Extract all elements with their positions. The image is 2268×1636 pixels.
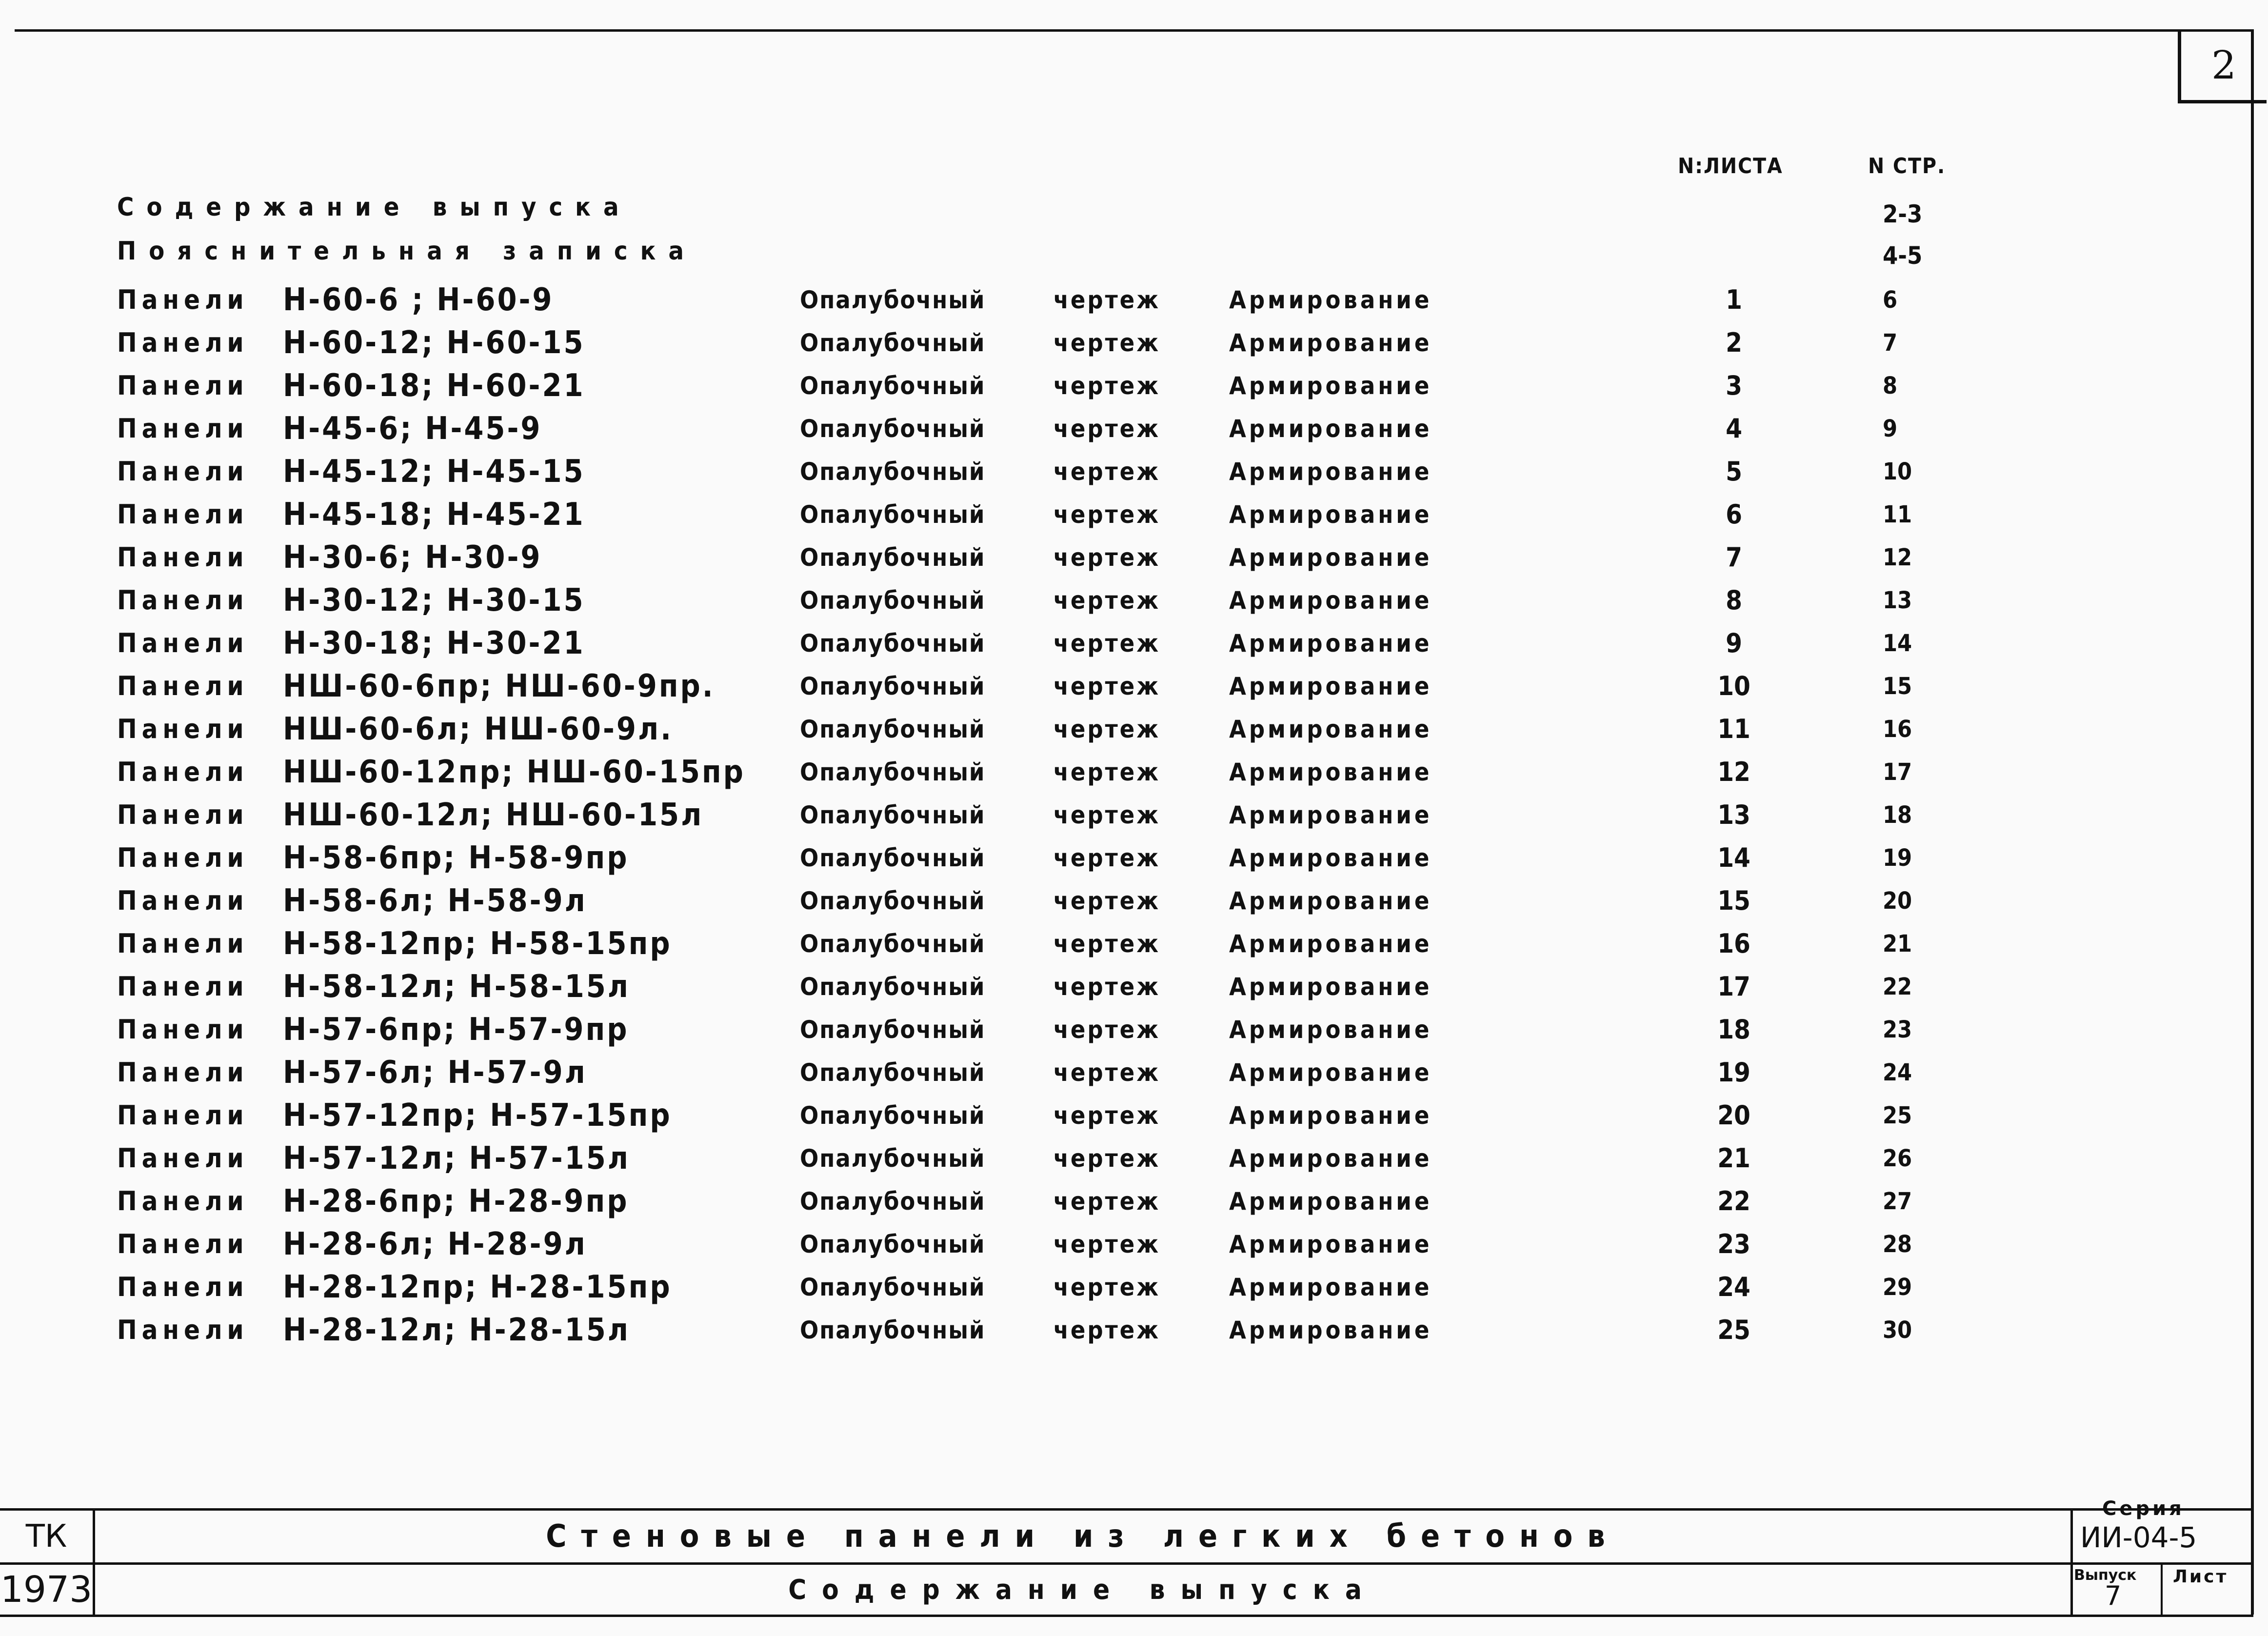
reinforcement-label: Армирование <box>1229 973 1432 1001</box>
drawing-word: чертеж <box>1054 930 1160 958</box>
drawing-type: Опалубочный <box>800 543 986 572</box>
series-title: Стеновые панели из легких бетонов <box>546 1518 1620 1555</box>
drawing-type: Опалубочный <box>800 844 986 872</box>
table-row <box>0 1139 2268 1178</box>
table-row <box>0 280 2268 319</box>
reinforcement-label: Армирование <box>1229 930 1432 958</box>
row-prefix: Панели <box>117 1100 249 1131</box>
page-number-cell: 16 <box>1883 716 1912 743</box>
row-prefix: Панели <box>117 1143 249 1174</box>
reinforcement-label: Армирование <box>1229 1316 1432 1344</box>
table-row <box>0 796 2268 835</box>
panel-name: Н-45-18; Н-45-21 <box>283 497 585 533</box>
row-prefix: Панели <box>117 284 249 315</box>
drawing-word: чертеж <box>1054 844 1160 872</box>
table-row <box>0 581 2268 620</box>
table-row <box>0 1182 2268 1221</box>
drawing-type: Опалубочный <box>800 1144 986 1173</box>
table-row <box>0 366 2268 405</box>
drawing-word: чертеж <box>1054 1058 1160 1087</box>
page-number-cell: 19 <box>1883 844 1912 872</box>
row-prefix: Панели <box>117 585 249 616</box>
table-row <box>0 967 2268 1006</box>
sheet-number: 3 <box>1726 370 1742 401</box>
row-prefix: Панели <box>117 885 249 916</box>
document-subtitle: Содержание выпуска <box>788 1574 1377 1606</box>
drawing-word: чертеж <box>1054 286 1160 314</box>
panel-name: Н-45-12; Н-45-15 <box>283 454 585 490</box>
drawing-type: Опалубочный <box>800 1058 986 1087</box>
reinforcement-label: Армирование <box>1229 1230 1432 1258</box>
drawing-type: Опалубочный <box>800 1273 986 1301</box>
drawing-word: чертеж <box>1054 629 1160 658</box>
panel-name: Н-58-6пр; Н-58-9пр <box>283 840 629 876</box>
reinforcement-label: Армирование <box>1229 844 1432 872</box>
reinforcement-label: Армирование <box>1229 1273 1432 1301</box>
drawing-type: Опалубочный <box>800 930 986 958</box>
page-number-cell: 24 <box>1883 1059 1912 1086</box>
drawing-word: чертеж <box>1054 758 1160 786</box>
drawing-word: чертеж <box>1054 372 1160 400</box>
row-prefix: Панели <box>117 456 249 487</box>
table-row <box>0 924 2268 963</box>
drawing-type: Опалубочный <box>800 758 986 786</box>
reinforcement-label: Армирование <box>1229 1187 1432 1216</box>
drawing-word: чертеж <box>1054 415 1160 443</box>
sheet-label: Лист <box>2173 1567 2228 1587</box>
sheet-number: 11 <box>1717 714 1751 744</box>
page-number-cell: 10 <box>1883 458 1912 485</box>
page-number-cell: 30 <box>1883 1317 1912 1344</box>
drawing-word: чертеж <box>1054 1016 1160 1044</box>
drawing-word: чертеж <box>1054 329 1160 357</box>
reinforcement-label: Армирование <box>1229 672 1432 700</box>
drawing-type: Опалубочный <box>800 1101 986 1130</box>
row-prefix: Панели <box>117 542 249 573</box>
row-prefix: Панели <box>117 1186 249 1217</box>
sheet-number: 19 <box>1717 1057 1751 1088</box>
panel-name: Н-30-6; Н-30-9 <box>283 539 542 576</box>
page-number-cell: 29 <box>1883 1274 1912 1301</box>
explanatory-note-label: Пояснительная записка <box>117 237 696 266</box>
reinforcement-label: Армирование <box>1229 1016 1432 1044</box>
frame-top-line <box>15 29 2253 32</box>
issue-value: 7 <box>2105 1580 2122 1611</box>
drawing-word: чертеж <box>1054 586 1160 615</box>
reinforcement-label: Армирование <box>1229 1058 1432 1087</box>
series-label: Серия <box>2102 1497 2185 1520</box>
page-number-cell: 7 <box>1883 329 1898 357</box>
sheet-number: 10 <box>1717 671 1751 701</box>
table-row <box>0 1053 2268 1092</box>
table-row <box>0 881 2268 920</box>
table-row <box>0 667 2268 706</box>
drawing-type: Опалубочный <box>800 887 986 915</box>
sheet-number: 17 <box>1717 971 1751 1002</box>
page-number-cell: 26 <box>1883 1145 1912 1172</box>
sheet-number: 25 <box>1717 1315 1751 1345</box>
panel-name: Н-58-12пр; Н-58-15пр <box>283 926 672 962</box>
panel-name: Н-45-6; Н-45-9 <box>283 411 542 447</box>
drawing-word: чертеж <box>1054 887 1160 915</box>
reinforcement-label: Армирование <box>1229 286 1432 314</box>
reinforcement-label: Армирование <box>1229 715 1432 743</box>
table-row <box>0 1268 2268 1307</box>
panel-name: Н-57-6л; Н-57-9л <box>283 1055 587 1091</box>
page-number-cell: 21 <box>1883 930 1912 958</box>
drawing-word: чертеж <box>1054 973 1160 1001</box>
row-prefix: Панели <box>117 1057 249 1088</box>
panel-name: Н-30-12; Н-30-15 <box>283 582 585 618</box>
table-row <box>0 495 2268 534</box>
page-number-cell: 12 <box>1883 544 1912 571</box>
reinforcement-label: Армирование <box>1229 1101 1432 1130</box>
drawing-type: Опалубочный <box>800 1316 986 1344</box>
sheet-number: 9 <box>1726 628 1742 658</box>
row-prefix: Панели <box>117 671 249 701</box>
drawing-word: чертеж <box>1054 801 1160 829</box>
row-prefix: Панели <box>117 1272 249 1302</box>
drawing-type: Опалубочный <box>800 586 986 615</box>
drawing-type: Опалубочный <box>800 973 986 1001</box>
drawing-word: чертеж <box>1054 1273 1160 1301</box>
reinforcement-label: Армирование <box>1229 586 1432 615</box>
reinforcement-label: Армирование <box>1229 500 1432 529</box>
page-column-header: N СТР. <box>1868 154 1946 179</box>
page-number-cell: 11 <box>1883 501 1912 528</box>
sheet-number: 8 <box>1726 585 1742 616</box>
page-number-cell: 28 <box>1883 1231 1912 1258</box>
drawing-word: чертеж <box>1054 1101 1160 1130</box>
drawing-type: Опалубочный <box>800 1230 986 1258</box>
panel-name: Н-60-6 ; Н-60-9 <box>283 282 554 318</box>
sheet-number: 4 <box>1726 413 1742 444</box>
sheet-number: 16 <box>1717 928 1751 959</box>
sheet-number: 7 <box>1726 542 1742 573</box>
row-prefix: Панели <box>117 799 249 830</box>
sheet-number: 6 <box>1726 499 1742 530</box>
page-number-cell: 17 <box>1883 758 1912 786</box>
page-number-cell: 27 <box>1883 1188 1912 1215</box>
row-prefix: Панели <box>117 842 249 873</box>
sheet-number: 5 <box>1726 456 1742 487</box>
table-row <box>0 710 2268 749</box>
page-number-cell: 13 <box>1883 587 1912 614</box>
page-number-cell: 14 <box>1883 630 1912 657</box>
panel-name: Н-60-12; Н-60-15 <box>283 325 585 361</box>
page-number-cell: 6 <box>1883 286 1898 314</box>
drawing-type: Опалубочный <box>800 458 986 486</box>
drawing-type: Опалубочный <box>800 329 986 357</box>
reinforcement-label: Армирование <box>1229 629 1432 658</box>
page-number-cell: 8 <box>1883 372 1898 399</box>
drawing-type: Опалубочный <box>800 286 986 314</box>
reinforcement-label: Армирование <box>1229 758 1432 786</box>
title-block-right-divider <box>2070 1508 2073 1617</box>
table-row <box>0 409 2268 448</box>
title-block-sheet-divider <box>2161 1564 2163 1616</box>
reinforcement-label: Армирование <box>1229 887 1432 915</box>
row-prefix: Панели <box>117 928 249 959</box>
row-prefix: Панели <box>117 1229 249 1259</box>
drawing-word: чертеж <box>1054 715 1160 743</box>
panel-name: Н-57-6пр; Н-57-9пр <box>283 1012 629 1048</box>
drawing-type: Опалубочный <box>800 500 986 529</box>
page-number: 2 <box>2178 30 2267 103</box>
sheet-number: 23 <box>1717 1229 1751 1259</box>
panel-name: НШ-60-12пр; НШ-60-15пр <box>283 754 745 790</box>
page-number-cell: 9 <box>1883 415 1898 442</box>
table-row <box>0 538 2268 577</box>
issue-label: Выпуск <box>2074 1567 2137 1584</box>
panel-name: НШ-60-6пр; НШ-60-9пр. <box>283 668 715 704</box>
drawing-word: чертеж <box>1054 1230 1160 1258</box>
table-row <box>0 1311 2268 1350</box>
drawing-type: Опалубочный <box>800 715 986 743</box>
drawing-type: Опалубочный <box>800 1187 986 1216</box>
row-prefix: Панели <box>117 757 249 787</box>
table-row <box>0 1096 2268 1135</box>
page-number-cell: 22 <box>1883 973 1912 1000</box>
contents-label: Содержание выпуска <box>117 193 632 222</box>
sheet-number: 1 <box>1726 284 1742 315</box>
panel-name: Н-58-12л; Н-58-15л <box>283 969 630 1005</box>
contents-page: 2-3 <box>1883 200 1923 228</box>
panel-name: Н-58-6л; Н-58-9л <box>283 883 587 919</box>
reinforcement-label: Армирование <box>1229 372 1432 400</box>
table-row <box>0 624 2268 663</box>
row-prefix: Панели <box>117 628 249 658</box>
series-value: ИИ-04-5 <box>2080 1521 2197 1554</box>
row-prefix: Панели <box>117 1315 249 1345</box>
reinforcement-label: Армирование <box>1229 329 1432 357</box>
panel-name: Н-28-6л; Н-28-9л <box>283 1226 587 1262</box>
row-prefix: Панели <box>117 413 249 444</box>
table-row <box>0 1010 2268 1049</box>
page-number-cell: 18 <box>1883 801 1912 829</box>
drawing-word: чертеж <box>1054 500 1160 529</box>
sheet-number: 21 <box>1717 1143 1751 1174</box>
sheet-number: 20 <box>1717 1100 1751 1131</box>
page-number-cell: 23 <box>1883 1016 1912 1043</box>
sheet-number: 24 <box>1717 1272 1751 1302</box>
sheet-number: 15 <box>1717 885 1751 916</box>
page-number-cell: 25 <box>1883 1102 1912 1129</box>
row-prefix: Панели <box>117 370 249 401</box>
reinforcement-label: Армирование <box>1229 415 1432 443</box>
reinforcement-label: Армирование <box>1229 458 1432 486</box>
drawing-type: Опалубочный <box>800 672 986 700</box>
drawing-type: Опалубочный <box>800 629 986 658</box>
reinforcement-label: Армирование <box>1229 1144 1432 1173</box>
table-row <box>0 323 2268 362</box>
drawing-type: Опалубочный <box>800 372 986 400</box>
drawing-word: чертеж <box>1054 1316 1160 1344</box>
sheet-number: 22 <box>1717 1186 1751 1217</box>
row-prefix: Панели <box>117 327 249 358</box>
table-row <box>0 1225 2268 1264</box>
reinforcement-label: Армирование <box>1229 543 1432 572</box>
drawing-type: Опалубочный <box>800 801 986 829</box>
row-prefix: Панели <box>117 499 249 530</box>
sheet-number: 18 <box>1717 1014 1751 1045</box>
sheet-number: 12 <box>1717 757 1751 787</box>
explanatory-note-page: 4-5 <box>1883 241 1923 270</box>
drawing-word: чертеж <box>1054 672 1160 700</box>
panel-name: Н-28-6пр; Н-28-9пр <box>283 1183 629 1219</box>
page-number-cell: 20 <box>1883 887 1912 915</box>
sheet-column-header: N:ЛИСТА <box>1678 154 1783 179</box>
org-code: ТК <box>25 1518 67 1555</box>
panel-name: Н-60-18; Н-60-21 <box>283 368 585 404</box>
panel-name: НШ-60-12л; НШ-60-15л <box>283 797 704 833</box>
panel-name: Н-57-12л; Н-57-15л <box>283 1140 630 1177</box>
drawing-word: чертеж <box>1054 1144 1160 1173</box>
drawing-word: чертеж <box>1054 1187 1160 1216</box>
drawing-word: чертеж <box>1054 543 1160 572</box>
drawing-type: Опалубочный <box>800 1016 986 1044</box>
page-number-cell: 15 <box>1883 673 1912 700</box>
drawing-word: чертеж <box>1054 458 1160 486</box>
panel-name: Н-30-18; Н-30-21 <box>283 625 585 661</box>
panel-name: Н-28-12пр; Н-28-15пр <box>283 1269 672 1305</box>
panel-name: НШ-60-6л; НШ-60-9л. <box>283 711 673 747</box>
table-row <box>0 753 2268 792</box>
sheet-number: 13 <box>1717 799 1751 830</box>
drawing-type: Опалубочный <box>800 415 986 443</box>
row-prefix: Панели <box>117 1014 249 1045</box>
table-row <box>0 452 2268 491</box>
year: 1973 <box>0 1569 93 1611</box>
row-prefix: Панели <box>117 971 249 1002</box>
sheet-number: 14 <box>1717 842 1751 873</box>
panel-name: Н-57-12пр; Н-57-15пр <box>283 1097 672 1134</box>
sheet-number: 2 <box>1726 327 1742 358</box>
panel-name: Н-28-12л; Н-28-15л <box>283 1312 630 1348</box>
row-prefix: Панели <box>117 714 249 744</box>
reinforcement-label: Армирование <box>1229 801 1432 829</box>
table-row <box>0 838 2268 878</box>
title-block-bottom-line <box>0 1615 2253 1617</box>
